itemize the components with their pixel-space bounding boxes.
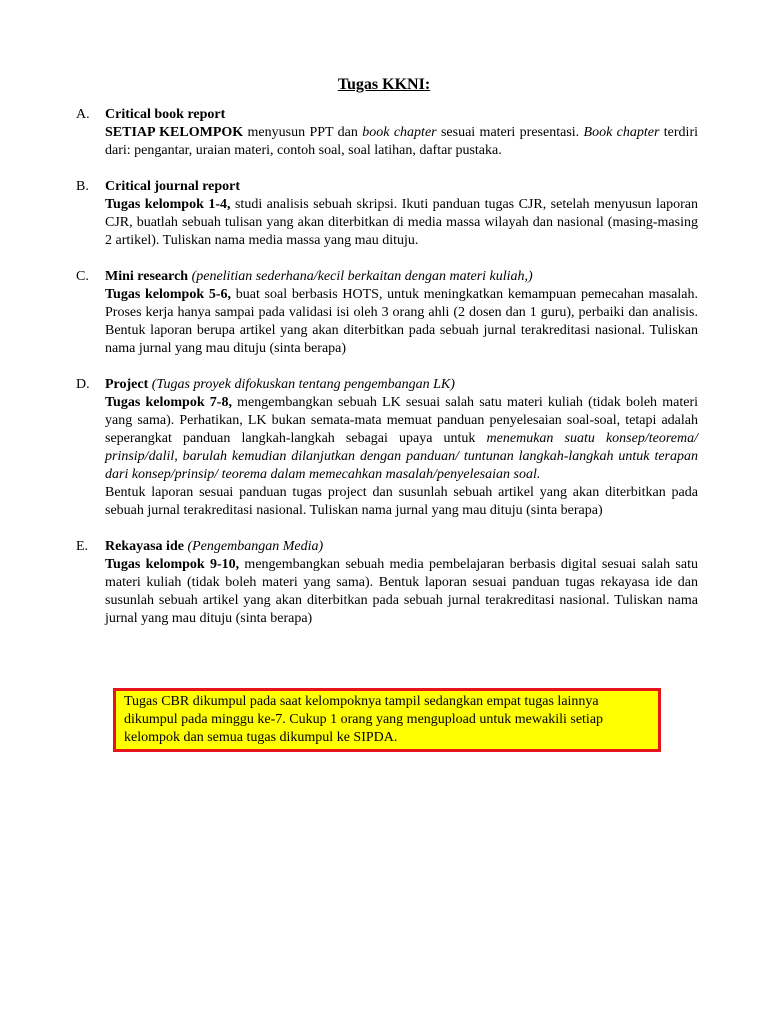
body-text: sesuai materi presentasi. (436, 125, 584, 140)
task-item-c (76, 268, 698, 358)
heading-note: (Pengembangan Media) (183, 539, 324, 554)
heading-text: Rekayasa ide (105, 539, 184, 554)
body-bold-lead: Tugas kelompok 1-4, (105, 197, 231, 212)
body-text: terdiri dari: pengantar, uraian materi, contoh soal, soal latihan, daftar pustaka. (105, 125, 698, 158)
body-text: studi analisis sebuah skripsi. Ikuti panduan tugas CJR, setelah menyusun laporan CJR, buatlah sebuah tulisan yang akan diterbitkan di media massa wilayah dan nasional (masing-masing 2 artikel). Tuliskan nama media massa yang mau dituju. (105, 197, 698, 248)
body-text: buat soal berbasis HOTS, untuk meningkatkan kemampuan pemecahan masalah. Proses kerja hanya sampai pada validasi isi oleh 3 orang ahli (2 dosen dan 1 guru), perbaiki dan analisis. Bentuk laporan berupa artikel yang akan diterbitkan pada sebuah jurnal terakreditasi nasional. Tuliskan nama jurnal yang mau dituju (sinta berapa) (105, 287, 698, 356)
heading-text: Critical book report (105, 107, 226, 122)
item-heading (105, 376, 698, 394)
item-marker: B. (76, 179, 89, 194)
body-italic-text: Book chapter (583, 125, 660, 140)
task-item-b (76, 178, 698, 250)
item-heading (105, 538, 698, 556)
item-body (105, 124, 698, 160)
body-bold-lead: Tugas kelompok 7-8, (105, 395, 232, 410)
item-heading (105, 268, 698, 286)
task-item-e (76, 538, 698, 628)
item-heading (105, 106, 698, 124)
heading-text: Mini research (105, 269, 189, 284)
body-bold-lead: Tugas kelompok 9-10, (105, 557, 240, 572)
item-body (105, 556, 698, 628)
item-body-paragraph-2: Bentuk laporan sesuai panduan tugas project dan susunlah sebuah artikel yang akan diterbitkan pada sebuah jurnal terakreditasi nasional. Tuliskan nama jurnal yang mau dituju (sinta berapa) (105, 485, 698, 518)
item-marker: E. (76, 539, 89, 554)
body-text: mengembangkan sebuah LK sesuai salah satu materi kuliah (tidak boleh materi yang sama). Perhatikan, LK bukan semata-mata memuat panduan penyelesaian soal-soal, tetapi adalah seperangkat panduan langkah-langkah sebagai upaya untuk (105, 395, 698, 446)
task-item-d (76, 376, 698, 520)
submission-notice-box: Tugas CBR dikumpul pada saat kelompoknya tampil sedangkan empat tugas lainnya dikumpul pada minggu ke-7. Cukup 1 orang yang mengupload untuk mewakili setiap kelompok dan semua tugas dikumpul ke SIPDA. (113, 688, 661, 752)
item-body (105, 394, 698, 484)
body-bold-lead: SETIAP KELOMPOK (105, 125, 244, 140)
task-item-a (76, 106, 698, 160)
page-title: Tugas KKNI: (337, 76, 431, 93)
item-heading (105, 178, 698, 196)
item-marker: D. (76, 377, 90, 392)
item-body (105, 286, 698, 358)
heading-note: (Tugas proyek difokuskan tentang pengembangan LK) (148, 377, 455, 392)
heading-note: (penelitian sederhana/kecil berkaitan dengan materi kuliah,) (188, 269, 533, 284)
body-text: menyusun PPT dan (243, 125, 363, 140)
body-text: mengembangkan sebuah media pembelajaran berbasis digital sesuai salah satu materi kuliah (tidak boleh materi yang sama). Bentuk laporan sesuai panduan tugas rekayasa ide dan susunlah sebuah artikel yang akan diterbitkan pada sebuah jurnal terakreditasi nasional. Tuliskan nama jurnal yang mau dituju (sinta berapa) (105, 557, 698, 626)
heading-text: Project (105, 377, 149, 392)
task-list (76, 106, 698, 628)
heading-text: Critical journal report (105, 179, 241, 194)
item-body (105, 196, 698, 250)
item-marker: C. (76, 269, 89, 284)
body-bold-lead: Tugas kelompok 5-6, (105, 287, 232, 302)
body-italic-text: menemukan suatu konsep/teorema/ prinsip/dalil, barulah kemudian dilanjutkan dengan panduan/ tuntunan langkah-langkah untuk terapan dari konsep/prinsip/ teorema dalam memecahkan masalah/penyelesaian soal. (105, 431, 698, 482)
item-marker: A. (76, 107, 90, 122)
body-italic-text: book chapter (362, 125, 437, 140)
